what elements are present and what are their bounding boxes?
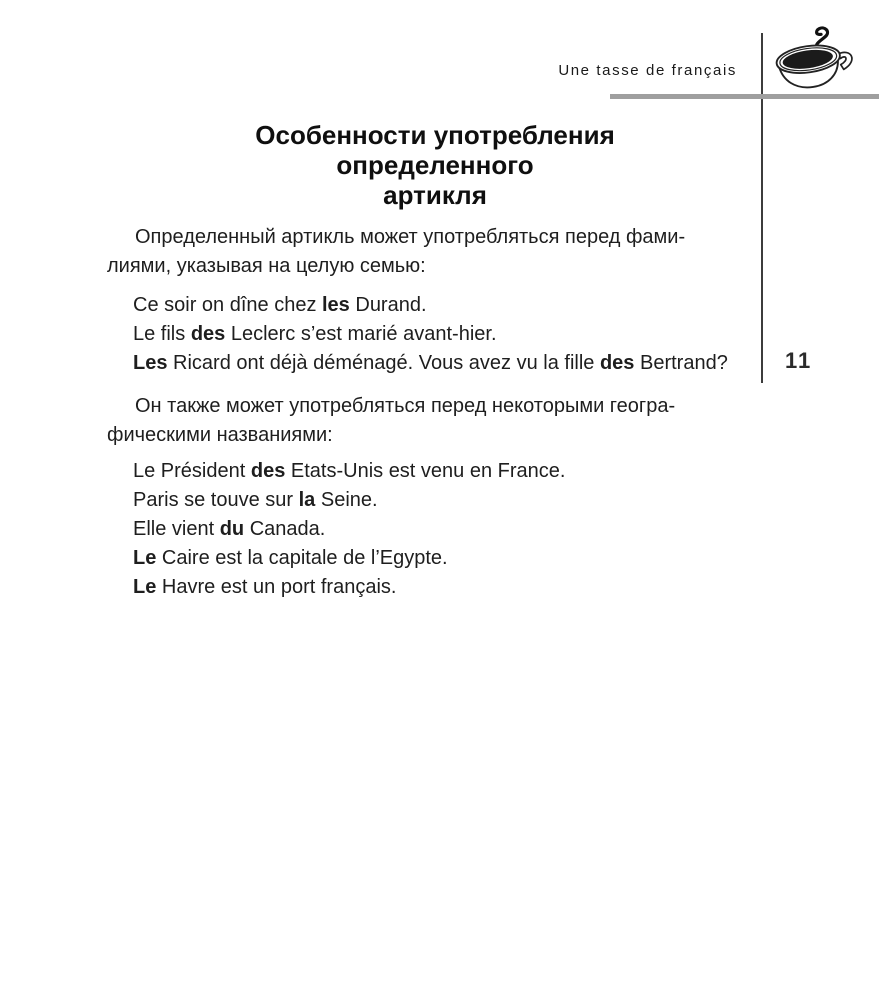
- example-line: [133, 457, 763, 486]
- example-line: [133, 544, 763, 573]
- paragraph-line: фическими названиями:: [107, 424, 333, 446]
- example-block: [107, 291, 763, 378]
- text-segment: Le Président: [133, 460, 251, 482]
- running-title: Une tasse de français: [558, 62, 737, 79]
- text-segment: Le fils: [133, 323, 191, 345]
- text-column: [107, 120, 763, 602]
- text-segment: Paris se touve sur: [133, 489, 299, 511]
- example-line: [133, 291, 763, 320]
- text-segment: Ricard ont déjà déménagé. Vous avez vu la fille: [167, 352, 600, 374]
- text-segment: Durand.: [349, 294, 427, 316]
- bold-article: les: [322, 294, 350, 316]
- text-segment: Havre est un port français.: [156, 576, 397, 598]
- bold-article: Les: [133, 352, 168, 374]
- example-line: [133, 486, 763, 515]
- bold-article: la: [298, 489, 316, 511]
- text-segment: Elle vient: [133, 518, 220, 540]
- example-line: [133, 320, 763, 349]
- bold-article: des: [599, 352, 635, 374]
- example-line: [133, 515, 763, 544]
- example-line: [133, 349, 763, 378]
- paragraph-line: Определенный артикль может употребляться перед фами-: [135, 226, 686, 248]
- example-line: [133, 573, 763, 602]
- paragraph: [107, 392, 763, 450]
- section-title-line: определенного: [336, 150, 534, 180]
- paragraph-line: Он также может употребляться перед некоторыми геогра-: [135, 395, 676, 417]
- page-number: 11: [785, 348, 813, 373]
- section-title: [107, 120, 763, 210]
- section-title-line: Особенности употребления: [255, 120, 615, 150]
- bold-article: des: [190, 323, 226, 345]
- paragraph: [107, 223, 763, 281]
- bold-article: du: [219, 518, 245, 540]
- bold-article: Le: [133, 576, 157, 598]
- header-gray-rule: [610, 94, 879, 99]
- text-segment: Canada.: [244, 518, 326, 540]
- bold-article: des: [250, 460, 286, 482]
- page-body: [107, 223, 763, 602]
- text-segment: Bertrand?: [634, 352, 728, 374]
- text-segment: Etats-Unis est venu en France.: [285, 460, 566, 482]
- paragraph-line: лиями, указывая на целую семью:: [107, 255, 426, 277]
- text-segment: Caire est la capitale de l’Egypte.: [156, 547, 448, 569]
- bold-article: Le: [133, 547, 157, 569]
- text-segment: Ce soir on dîne chez: [133, 294, 322, 316]
- example-block: [107, 457, 763, 602]
- text-segment: Seine.: [315, 489, 378, 511]
- text-segment: Leclerc s’est marié avant-hier.: [225, 323, 497, 345]
- section-title-line: артикля: [383, 180, 487, 210]
- coffee-cup-icon: [767, 24, 862, 99]
